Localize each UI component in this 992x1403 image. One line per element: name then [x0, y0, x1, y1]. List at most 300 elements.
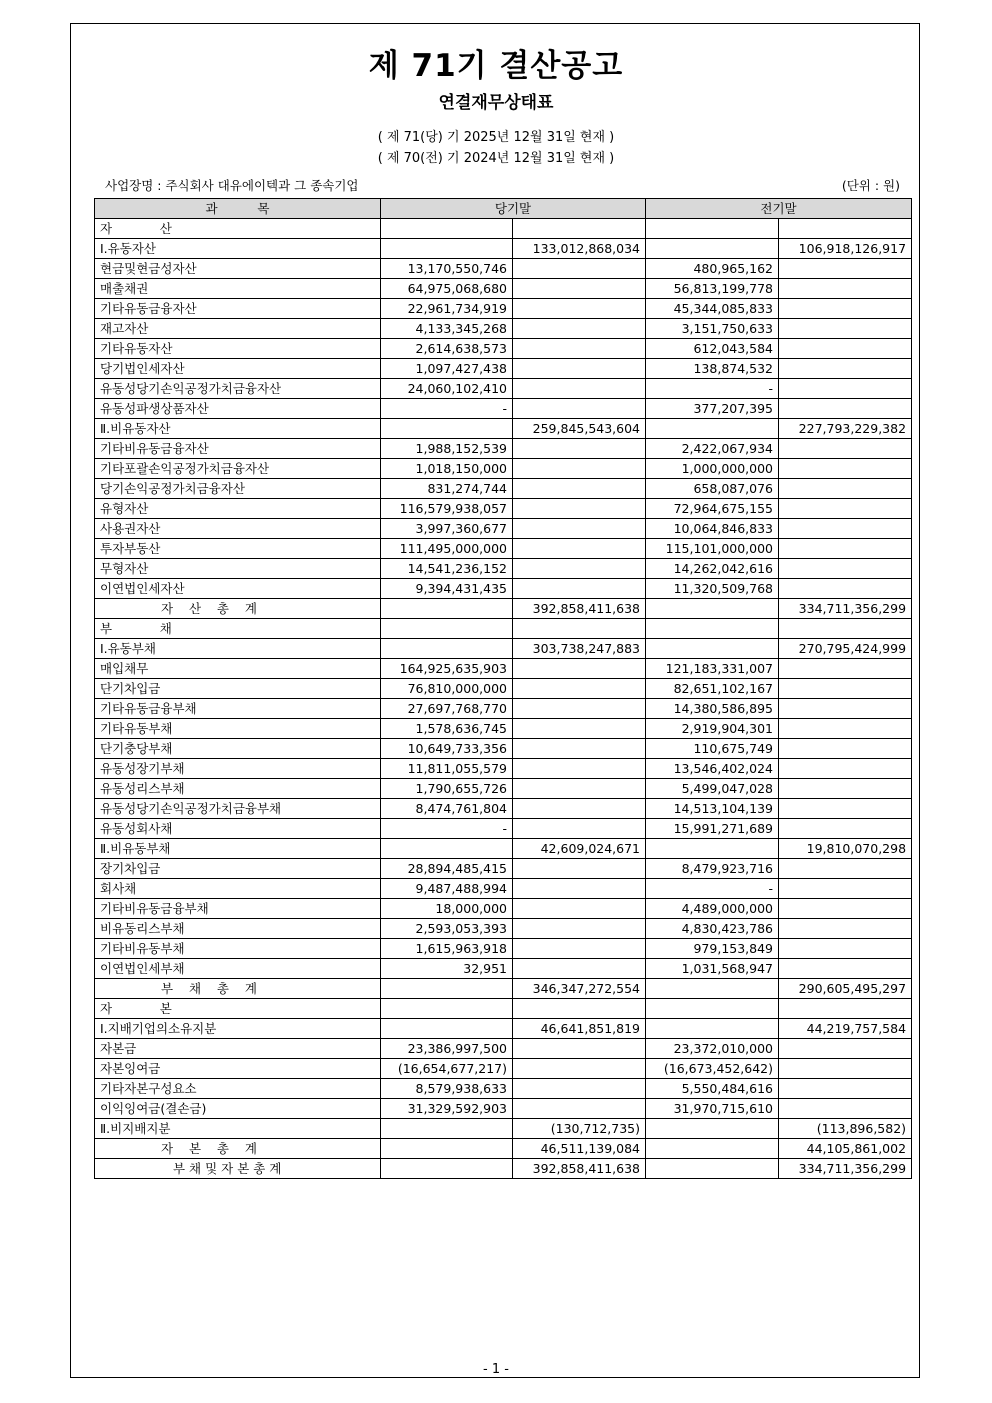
- value-p2: [779, 219, 912, 239]
- value-p1: -: [646, 379, 779, 399]
- value-p2: [779, 499, 912, 519]
- account-label: 부 채 및 자 본 총 계: [95, 1159, 381, 1179]
- account-label: 기타유동부채: [95, 719, 381, 739]
- account-label: Ⅱ.비유동부채: [95, 839, 381, 859]
- value-c2: [513, 299, 646, 319]
- account-label: 기타포괄손익공정가치금융자산: [95, 459, 381, 479]
- account-label: 기타자본구성요소: [95, 1079, 381, 1099]
- value-p1: 3,151,750,633: [646, 319, 779, 339]
- value-p2: [779, 939, 912, 959]
- value-p2: 44,219,757,584: [779, 1019, 912, 1039]
- value-c2: [513, 559, 646, 579]
- value-p2: [779, 359, 912, 379]
- value-p1: 138,874,532: [646, 359, 779, 379]
- account-label: Ⅰ.지배기업의소유지분: [95, 1019, 381, 1039]
- value-p1: 658,087,076: [646, 479, 779, 499]
- table-row-item: [95, 539, 912, 559]
- current-period-line: ( 제 71(당) 기 2025년 12월 31일 현재 ): [377, 130, 615, 145]
- account-label: 기타유동자산: [95, 339, 381, 359]
- value-c2: [513, 939, 646, 959]
- value-p2: [779, 799, 912, 819]
- value-p2: [779, 259, 912, 279]
- value-c2: [513, 739, 646, 759]
- table-row-group: [95, 839, 912, 859]
- value-c1: 1,097,427,438: [381, 359, 513, 379]
- value-c2: [513, 259, 646, 279]
- value-c2: [513, 439, 646, 459]
- value-p2: [779, 679, 912, 699]
- table-row-item: [95, 699, 912, 719]
- table-row-item: [95, 299, 912, 319]
- value-c2: [513, 579, 646, 599]
- value-p2: [779, 519, 912, 539]
- account-label: 기타비유동금융자산: [95, 439, 381, 459]
- table-row-item: [95, 259, 912, 279]
- account-label: 자 본: [95, 999, 381, 1019]
- table-row-section: [95, 999, 912, 1019]
- value-c2: [513, 819, 646, 839]
- value-c1: [381, 1159, 513, 1179]
- value-p2: [779, 479, 912, 499]
- value-c1: 3,997,360,677: [381, 519, 513, 539]
- table-row-item: [95, 459, 912, 479]
- table-row-total: [95, 599, 912, 619]
- value-p1: 4,830,423,786: [646, 919, 779, 939]
- account-label: 기타유동금융부채: [95, 699, 381, 719]
- value-p2: [779, 279, 912, 299]
- company-name: 사업장명 : 주식회사 대유에이텍과 그 종속기업: [105, 178, 359, 193]
- table-row-item: [95, 319, 912, 339]
- value-p2: [779, 739, 912, 759]
- value-p2: [779, 1059, 912, 1079]
- value-c1: 8,579,938,633: [381, 1079, 513, 1099]
- value-p1: [646, 599, 779, 619]
- account-label: 자본금: [95, 1039, 381, 1059]
- table-row-item: [95, 1039, 912, 1059]
- account-label: 자본잉여금: [95, 1059, 381, 1079]
- value-c2: [513, 459, 646, 479]
- table-row-item: [95, 679, 912, 699]
- value-c1: [381, 599, 513, 619]
- value-c1: 1,988,152,539: [381, 439, 513, 459]
- value-c2: [513, 719, 646, 739]
- value-c1: [381, 1019, 513, 1039]
- value-c1: 8,474,761,804: [381, 799, 513, 819]
- value-c2: [513, 1059, 646, 1079]
- account-label: 단기차입금: [95, 679, 381, 699]
- table-row-item: [95, 659, 912, 679]
- unit-label: (단위 : 원): [841, 178, 900, 193]
- value-p1: 115,101,000,000: [646, 539, 779, 559]
- value-c1: 1,578,636,745: [381, 719, 513, 739]
- value-p2: [779, 779, 912, 799]
- value-c1: [381, 1119, 513, 1139]
- value-p2: 227,793,229,382: [779, 419, 912, 439]
- account-label: 이연법인세부채: [95, 959, 381, 979]
- value-p1: 612,043,584: [646, 339, 779, 359]
- value-c1: 9,394,431,435: [381, 579, 513, 599]
- account-label: 당기법인세자산: [95, 359, 381, 379]
- value-p2: [779, 319, 912, 339]
- table-row-item: [95, 719, 912, 739]
- value-c1: 116,579,938,057: [381, 499, 513, 519]
- value-p2: [779, 379, 912, 399]
- value-p2: [779, 559, 912, 579]
- value-c2: [513, 879, 646, 899]
- table-row-total: [95, 979, 912, 999]
- account-label: 자 산: [95, 219, 381, 239]
- value-c2: [513, 699, 646, 719]
- value-p1: 10,064,846,833: [646, 519, 779, 539]
- value-p2: [779, 859, 912, 879]
- value-p1: 2,422,067,934: [646, 439, 779, 459]
- table-row-item: [95, 739, 912, 759]
- account-label: 기타비유동부채: [95, 939, 381, 959]
- value-c2: [513, 679, 646, 699]
- value-c2: 42,609,024,671: [513, 839, 646, 859]
- value-c1: 32,951: [381, 959, 513, 979]
- value-c1: 18,000,000: [381, 899, 513, 919]
- value-c1: -: [381, 819, 513, 839]
- table-row-section: [95, 619, 912, 639]
- value-p1: [646, 419, 779, 439]
- value-p2: [779, 999, 912, 1019]
- value-p1: [646, 1019, 779, 1039]
- value-c2: 259,845,543,604: [513, 419, 646, 439]
- table-header-row: [95, 199, 912, 219]
- table-row-group: [95, 1019, 912, 1039]
- value-p1: [646, 639, 779, 659]
- value-p2: 44,105,861,002: [779, 1139, 912, 1159]
- table-row-item: [95, 859, 912, 879]
- value-c1: 27,697,768,770: [381, 699, 513, 719]
- value-p1: -: [646, 879, 779, 899]
- value-p1: 110,675,749: [646, 739, 779, 759]
- header-account: 과 목: [95, 199, 381, 219]
- table-row-item: [95, 939, 912, 959]
- account-label: Ⅰ.유동부채: [95, 639, 381, 659]
- value-p1: (16,673,452,642): [646, 1059, 779, 1079]
- value-p1: 45,344,085,833: [646, 299, 779, 319]
- table-row-item: [95, 559, 912, 579]
- value-c1: 111,495,000,000: [381, 539, 513, 559]
- value-c2: [513, 519, 646, 539]
- table-row-item: [95, 919, 912, 939]
- account-label: 기타유동금융자산: [95, 299, 381, 319]
- table-row-item: [95, 579, 912, 599]
- value-c2: [513, 959, 646, 979]
- value-p1: 480,965,162: [646, 259, 779, 279]
- header-current: 당기말: [381, 199, 646, 219]
- value-p1: [646, 839, 779, 859]
- table-row-item: [95, 879, 912, 899]
- table-row-item: [95, 819, 912, 839]
- value-p1: [646, 219, 779, 239]
- value-p1: 5,499,047,028: [646, 779, 779, 799]
- prior-period-line: ( 제 70(전) 기 2024년 12월 31일 현재 ): [377, 151, 615, 166]
- value-c2: [513, 1079, 646, 1099]
- value-p2: 19,810,070,298: [779, 839, 912, 859]
- balance-sheet-table: [94, 198, 912, 1179]
- table-row-item: [95, 799, 912, 819]
- value-c2: [513, 499, 646, 519]
- value-c1: -: [381, 399, 513, 419]
- value-p1: 2,919,904,301: [646, 719, 779, 739]
- value-c1: 9,487,488,994: [381, 879, 513, 899]
- account-label: 매입채무: [95, 659, 381, 679]
- value-p1: 8,479,923,716: [646, 859, 779, 879]
- account-label: 비유동리스부채: [95, 919, 381, 939]
- table-row-total: [95, 1159, 912, 1179]
- account-label: 자 산 총 계: [95, 599, 381, 619]
- value-p2: 270,795,424,999: [779, 639, 912, 659]
- account-label: 투자부동산: [95, 539, 381, 559]
- account-label: 단기충당부채: [95, 739, 381, 759]
- value-c1: [381, 1139, 513, 1159]
- table-row-item: [95, 1059, 912, 1079]
- value-p2: (113,896,582): [779, 1119, 912, 1139]
- value-c1: [381, 999, 513, 1019]
- value-c2: [513, 479, 646, 499]
- value-c1: 164,925,635,903: [381, 659, 513, 679]
- table-row-item: [95, 1079, 912, 1099]
- account-label: 재고자산: [95, 319, 381, 339]
- table-row-total: [95, 1139, 912, 1159]
- value-c2: [513, 539, 646, 559]
- value-c1: 831,274,744: [381, 479, 513, 499]
- value-c1: 13,170,550,746: [381, 259, 513, 279]
- table-row-item: [95, 279, 912, 299]
- value-c1: 64,975,068,680: [381, 279, 513, 299]
- table-row-group: [95, 639, 912, 659]
- value-c1: 11,811,055,579: [381, 759, 513, 779]
- value-p1: 56,813,199,778: [646, 279, 779, 299]
- table-row-group: [95, 1119, 912, 1139]
- value-p1: [646, 999, 779, 1019]
- header-prior: 전기말: [646, 199, 912, 219]
- value-p2: [779, 439, 912, 459]
- value-p2: [779, 299, 912, 319]
- value-p2: [779, 719, 912, 739]
- value-c2: 392,858,411,638: [513, 599, 646, 619]
- value-c2: 303,738,247,883: [513, 639, 646, 659]
- account-label: 부 채 총 계: [95, 979, 381, 999]
- value-c1: (16,654,677,217): [381, 1059, 513, 1079]
- value-c2: [513, 319, 646, 339]
- value-c2: 346,347,272,554: [513, 979, 646, 999]
- value-p1: 1,000,000,000: [646, 459, 779, 479]
- value-c2: [513, 759, 646, 779]
- value-c2: [513, 399, 646, 419]
- table-row-group: [95, 239, 912, 259]
- value-p2: 106,918,126,917: [779, 239, 912, 259]
- value-p1: 14,262,042,616: [646, 559, 779, 579]
- value-c1: 76,810,000,000: [381, 679, 513, 699]
- value-c2: [513, 219, 646, 239]
- value-p1: 377,207,395: [646, 399, 779, 419]
- account-label: 유동성리스부채: [95, 779, 381, 799]
- value-c1: 2,614,638,573: [381, 339, 513, 359]
- value-p1: 15,991,271,689: [646, 819, 779, 839]
- value-c2: [513, 359, 646, 379]
- value-c2: [513, 339, 646, 359]
- value-c1: [381, 239, 513, 259]
- value-p1: 1,031,568,947: [646, 959, 779, 979]
- value-c2: 133,012,868,034: [513, 239, 646, 259]
- account-label: Ⅱ.비유동자산: [95, 419, 381, 439]
- value-c1: 14,541,236,152: [381, 559, 513, 579]
- value-p1: 82,651,102,167: [646, 679, 779, 699]
- value-p2: 290,605,495,297: [779, 979, 912, 999]
- value-c2: [513, 659, 646, 679]
- value-p2: [779, 339, 912, 359]
- value-c2: (130,712,735): [513, 1119, 646, 1139]
- value-p1: [646, 1139, 779, 1159]
- value-c2: [513, 1039, 646, 1059]
- account-label: 유동성당기손익공정가치금융자산: [95, 379, 381, 399]
- table-row-item: [95, 959, 912, 979]
- value-p2: [779, 579, 912, 599]
- value-c2: [513, 799, 646, 819]
- table-row-item: [95, 439, 912, 459]
- table-row-item: [95, 519, 912, 539]
- value-c2: [513, 919, 646, 939]
- value-p1: 31,970,715,610: [646, 1099, 779, 1119]
- value-c1: 1,615,963,918: [381, 939, 513, 959]
- account-label: 유동성장기부채: [95, 759, 381, 779]
- account-label: 현금및현금성자산: [95, 259, 381, 279]
- value-c1: [381, 839, 513, 859]
- page-number: - 1 -: [483, 1362, 509, 1377]
- value-c2: [513, 999, 646, 1019]
- value-p1: [646, 1159, 779, 1179]
- value-p1: 5,550,484,616: [646, 1079, 779, 1099]
- table-row-item: [95, 779, 912, 799]
- statement-subtitle: 연결재무상태표: [438, 93, 554, 113]
- value-p1: 14,513,104,139: [646, 799, 779, 819]
- value-p2: [779, 699, 912, 719]
- page-title: 제 71기 결산공고: [368, 48, 624, 84]
- value-p2: [779, 819, 912, 839]
- value-c1: 10,649,733,356: [381, 739, 513, 759]
- value-c1: 24,060,102,410: [381, 379, 513, 399]
- value-p1: [646, 1119, 779, 1139]
- account-label: 사용권자산: [95, 519, 381, 539]
- value-p2: [779, 619, 912, 639]
- table-row-item: [95, 379, 912, 399]
- table-row-item: [95, 339, 912, 359]
- value-p2: 334,711,356,299: [779, 1159, 912, 1179]
- value-p1: 4,489,000,000: [646, 899, 779, 919]
- value-p2: [779, 899, 912, 919]
- value-p2: [779, 1039, 912, 1059]
- account-label: 기타비유동금융부채: [95, 899, 381, 919]
- value-p2: [779, 659, 912, 679]
- table-row-item: [95, 899, 912, 919]
- value-c1: [381, 979, 513, 999]
- value-p2: [779, 399, 912, 419]
- value-c2: [513, 1099, 646, 1119]
- value-p1: 121,183,331,007: [646, 659, 779, 679]
- value-c1: [381, 639, 513, 659]
- table-row-item: [95, 499, 912, 519]
- value-c1: [381, 419, 513, 439]
- value-p1: [646, 619, 779, 639]
- table-row-item: [95, 1099, 912, 1119]
- value-c1: 22,961,734,919: [381, 299, 513, 319]
- value-p1: 72,964,675,155: [646, 499, 779, 519]
- account-label: Ⅰ.유동자산: [95, 239, 381, 259]
- table-row-item: [95, 399, 912, 419]
- value-c2: 392,858,411,638: [513, 1159, 646, 1179]
- value-c1: 23,386,997,500: [381, 1039, 513, 1059]
- value-p2: [779, 459, 912, 479]
- value-c1: 31,329,592,903: [381, 1099, 513, 1119]
- value-p2: [779, 1099, 912, 1119]
- account-label: Ⅱ.비지배지분: [95, 1119, 381, 1139]
- value-p2: [779, 759, 912, 779]
- value-c2: [513, 859, 646, 879]
- value-c1: 4,133,345,268: [381, 319, 513, 339]
- value-p2: [779, 919, 912, 939]
- value-c2: [513, 279, 646, 299]
- value-p1: [646, 979, 779, 999]
- value-c1: [381, 619, 513, 639]
- account-label: 유동성당기손익공정가치금융부채: [95, 799, 381, 819]
- value-c1: 1,790,655,726: [381, 779, 513, 799]
- value-p2: [779, 879, 912, 899]
- value-p1: 14,380,586,895: [646, 699, 779, 719]
- value-c2: 46,641,851,819: [513, 1019, 646, 1039]
- table-row-item: [95, 479, 912, 499]
- value-p2: 334,711,356,299: [779, 599, 912, 619]
- value-p1: 979,153,849: [646, 939, 779, 959]
- value-c2: [513, 379, 646, 399]
- value-p2: [779, 1079, 912, 1099]
- value-p2: [779, 539, 912, 559]
- account-label: 자 본 총 계: [95, 1139, 381, 1159]
- account-label: 부 채: [95, 619, 381, 639]
- value-c1: 2,593,053,393: [381, 919, 513, 939]
- value-c2: [513, 899, 646, 919]
- value-p1: 13,546,402,024: [646, 759, 779, 779]
- account-label: 매출채권: [95, 279, 381, 299]
- value-p2: [779, 959, 912, 979]
- account-label: 장기차입금: [95, 859, 381, 879]
- account-label: 유형자산: [95, 499, 381, 519]
- value-p1: 23,372,010,000: [646, 1039, 779, 1059]
- table-body: [95, 219, 912, 1179]
- account-label: 유동성회사채: [95, 819, 381, 839]
- value-c2: 46,511,139,084: [513, 1139, 646, 1159]
- table-row-item: [95, 759, 912, 779]
- table-row-group: [95, 419, 912, 439]
- account-label: 유동성파생상품자산: [95, 399, 381, 419]
- value-c2: [513, 779, 646, 799]
- account-label: 당기손익공정가치금융자산: [95, 479, 381, 499]
- value-c1: [381, 219, 513, 239]
- table-row-item: [95, 359, 912, 379]
- account-label: 이익잉여금(결손금): [95, 1099, 381, 1119]
- account-label: 회사채: [95, 879, 381, 899]
- value-c2: [513, 619, 646, 639]
- table-row-section: [95, 219, 912, 239]
- value-c1: 1,018,150,000: [381, 459, 513, 479]
- value-c1: 28,894,485,415: [381, 859, 513, 879]
- account-label: 이연법인세자산: [95, 579, 381, 599]
- value-p1: 11,320,509,768: [646, 579, 779, 599]
- value-p1: [646, 239, 779, 259]
